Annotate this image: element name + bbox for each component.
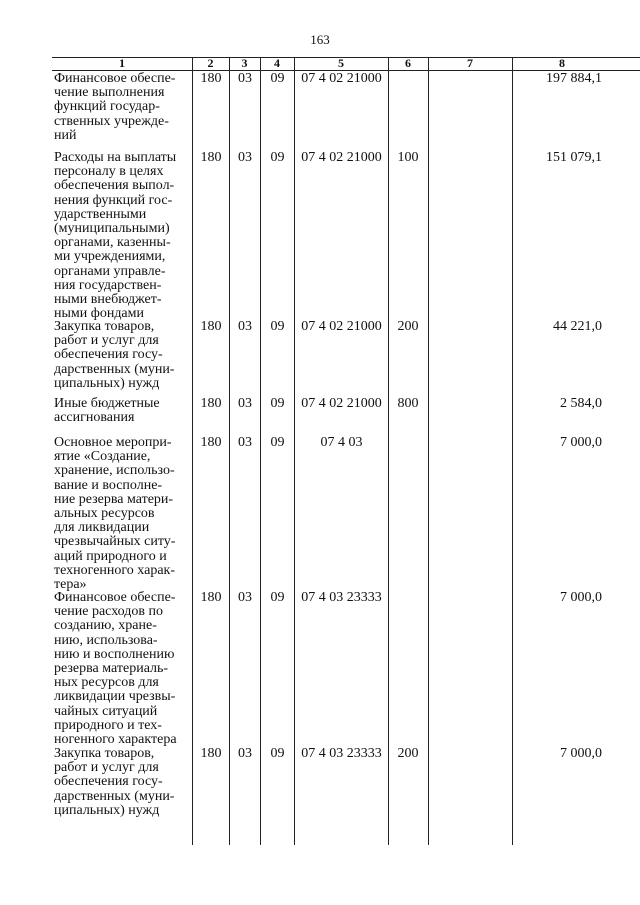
row-col-3: 03 xyxy=(238,71,252,86)
row-col-2: 180 xyxy=(200,435,222,450)
col-divider xyxy=(512,57,513,845)
header-col-7: 7 xyxy=(467,56,473,70)
row-col-3: 03 xyxy=(238,150,252,165)
row-col-4: 09 xyxy=(270,435,285,450)
col-divider xyxy=(294,57,295,845)
row-col-2: 180 xyxy=(200,71,222,86)
row-col-5: 07 4 02 21000 xyxy=(301,396,382,411)
row-col-8: 44 221,0 xyxy=(553,319,602,334)
col-divider xyxy=(192,57,193,845)
row-col-4: 09 xyxy=(270,150,285,165)
row-col-2: 180 xyxy=(200,590,222,605)
row-col-8: 2 584,0 xyxy=(560,396,602,411)
header-col-2: 2 xyxy=(207,56,214,70)
row-col-2: 180 xyxy=(200,319,222,334)
row-col-4: 09 xyxy=(270,319,285,334)
row-col-3: 03 xyxy=(238,396,252,411)
col-divider xyxy=(428,57,429,845)
row-col-8: 197 884,1 xyxy=(546,71,602,86)
header-col-5: 5 xyxy=(338,56,344,70)
row-col-5: 07 4 03 23333 xyxy=(301,746,382,761)
row-col-3: 03 xyxy=(238,319,252,334)
row-col-6: 200 xyxy=(397,319,419,334)
row-col-3: 03 xyxy=(238,590,252,605)
row-col-5: 07 4 03 23333 xyxy=(301,590,382,605)
header-col-4: 4 xyxy=(274,56,280,70)
row-col-2: 180 xyxy=(200,746,222,761)
row-col-4: 09 xyxy=(270,590,285,605)
row-col-4: 09 xyxy=(270,746,285,761)
row-col-4: 09 xyxy=(270,71,285,86)
row-col-5: 07 4 02 21000 xyxy=(301,150,382,165)
page-number: 163 xyxy=(310,32,330,47)
row-col-6: 800 xyxy=(397,396,419,411)
budget-table xyxy=(52,57,640,845)
row-col-4: 09 xyxy=(270,396,285,411)
row-col-8: 7 000,0 xyxy=(560,746,602,761)
row-col-3: 03 xyxy=(238,435,252,450)
row-name: Закупка товаров, работ и услуг для обеспечения госу- дарственных (муни- ципальных) нужд xyxy=(54,746,175,818)
row-name: Финансовое обеспе- чение расходов по созданию, хране- нию, использова- нию и восполнению резерва материаль- ных ресурсов для ликвидации чрезвы- чайных ситуаций природного и тех- ногенного характера xyxy=(54,590,177,748)
header-col-8: 8 xyxy=(559,56,565,70)
row-col-5: 07 4 02 21000 xyxy=(301,71,382,86)
row-name: Основное меропри- ятие «Создание, хранение, использо- вание и восполне- ние резерва матери- альных ресурсов для ликвидации чрезвычайных ситу- аций природного и техногенного харак- тера» xyxy=(54,435,176,593)
row-name: Финансовое обеспе- чение выполнения функций государ- ственных учрежде- ний xyxy=(54,71,176,143)
row-col-2: 180 xyxy=(200,150,222,165)
row-col-5: 07 4 03 xyxy=(320,435,363,450)
row-col-2: 180 xyxy=(200,396,222,411)
row-col-8: 151 079,1 xyxy=(546,150,602,165)
row-col-5: 07 4 02 21000 xyxy=(301,319,382,334)
header-col-6: 6 xyxy=(405,56,411,70)
col-divider xyxy=(260,57,261,845)
row-name: Закупка товаров, работ и услуг для обеспечения госу- дарственных (муни- ципальных) нужд xyxy=(54,319,175,391)
header-col-1: 1 xyxy=(119,56,125,70)
row-col-6: 100 xyxy=(397,150,419,165)
row-col-8: 7 000,0 xyxy=(560,590,602,605)
col-divider xyxy=(229,57,230,845)
row-name: Расходы на выплаты персоналу в целях обеспечения выпол- нения функций гос- ударственными (муниципальными) органами, казенны- ми учреждениями, органами управле- ния государствен- ными внебюджет- ными фондами xyxy=(54,150,177,322)
row-col-8: 7 000,0 xyxy=(560,435,602,450)
row-name: Иные бюджетные ассигнования xyxy=(54,396,160,426)
row-col-6: 200 xyxy=(397,746,419,761)
header-col-3: 3 xyxy=(241,56,248,70)
col-divider xyxy=(388,57,389,845)
row-col-3: 03 xyxy=(238,746,252,761)
